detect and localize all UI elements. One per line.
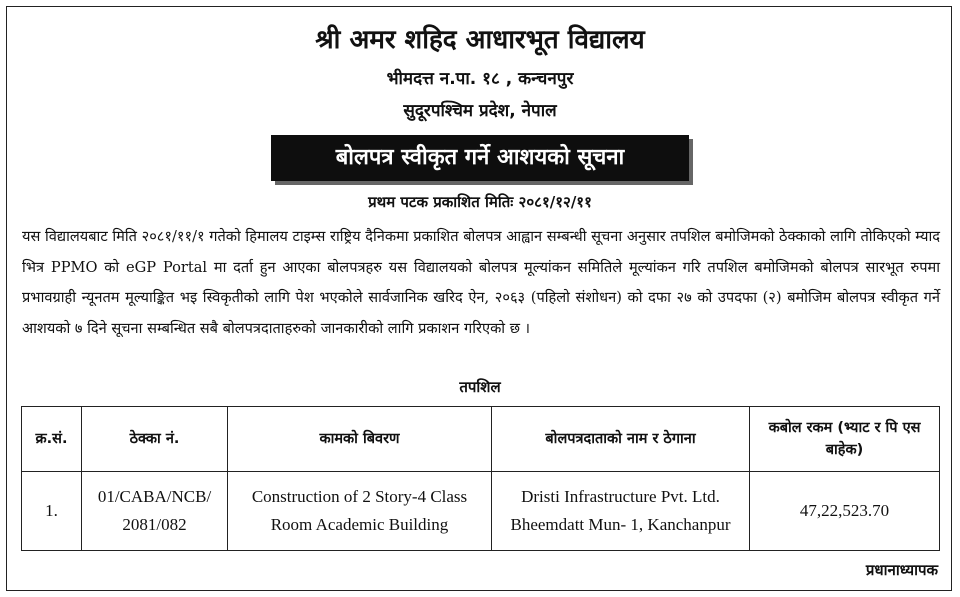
cell-bidder <box>492 472 750 551</box>
bid-table <box>21 406 940 551</box>
cell-contract-no <box>82 472 228 551</box>
header-bidder: बोलपत्रदाताको नाम र ठेगाना <box>492 407 750 472</box>
school-province: सुदूरपश्चिम प्रदेश, नेपाल <box>403 101 557 121</box>
contract-no-line-2: 2081/082 <box>122 515 187 534</box>
school-address: भीमदत्त न.पा. १८ , कन्चनपुर <box>386 69 574 89</box>
table-header-row <box>22 407 940 472</box>
notice-body: यस विद्यालयबाट मिति २०८१/११/१ गतेको हिमालय टाइम्स राष्ट्रिय दैनिकमा प्रकाशित बोलपत्र आह्वान सम्बन्धी सूचना अनुसार तपशिल बमोजिमको ठेक्काको लागि तोकिएको म्याद भित्र PPMO को eGP Portal मा दर्ता हुन आएका बोलपत्रहरु यस विद्यालयको बोलपत्र मूल्यांकन समितिले मूल्यांकन गरि तपशिल बमोजिमको बोलपत्र सारभूत रुपमा प्रभावग्राही न्यूनतम मूल्याङ्कित भइ स्विकृतीको लागि पेश भएकोले सार्वजानिक खरिद ऐन, २०६३ (पहिलो संशोधन) को दफा २७ को उपदफा (२) बमोजिम बोलपत्र स्वीकृत गर्ने आशयको ७ दिने सूचना सम्बन्धित सबै बोलपत्रदाताहरुको जानकारीको लागि प्रकाशन गरिएको छ । <box>22 228 940 337</box>
contract-no-line-1: 01/CABA/NCB/ <box>97 487 212 506</box>
header-description: कामको बिवरण <box>228 407 492 472</box>
cell-serial: 1. <box>22 472 82 551</box>
signature-title: प्रधानाध्यापक <box>865 561 938 579</box>
header-contract-no: ठेक्का नं. <box>82 407 228 472</box>
description-line-1: Construction of 2 Story-4 Class <box>251 487 468 506</box>
table-row <box>22 472 940 551</box>
description-line-2: Room Academic Building <box>270 515 449 534</box>
cell-amount: 47,22,523.70 <box>750 472 940 551</box>
published-date: प्रथम पटक प्रकाशित मितिः २०८१/१२/११ <box>368 193 592 211</box>
header-serial: क्र.सं. <box>22 407 82 472</box>
header-amount: कबोल रकम (भ्याट र पि एस बाहेक) <box>750 407 940 472</box>
bidder-line-1: Dristi Infrastructure Pvt. Ltd. <box>521 487 720 506</box>
cell-description <box>228 472 492 551</box>
bidder-line-2: Bheemdatt Mun- 1, Kanchanpur <box>510 515 731 534</box>
notice-title: बोलपत्र स्वीकृत गर्ने आशयको सूचना <box>271 135 689 181</box>
school-name: श्री अमर शहिद आधारभूत विद्यालय <box>315 25 645 55</box>
table-caption: तपशिल <box>459 378 501 396</box>
